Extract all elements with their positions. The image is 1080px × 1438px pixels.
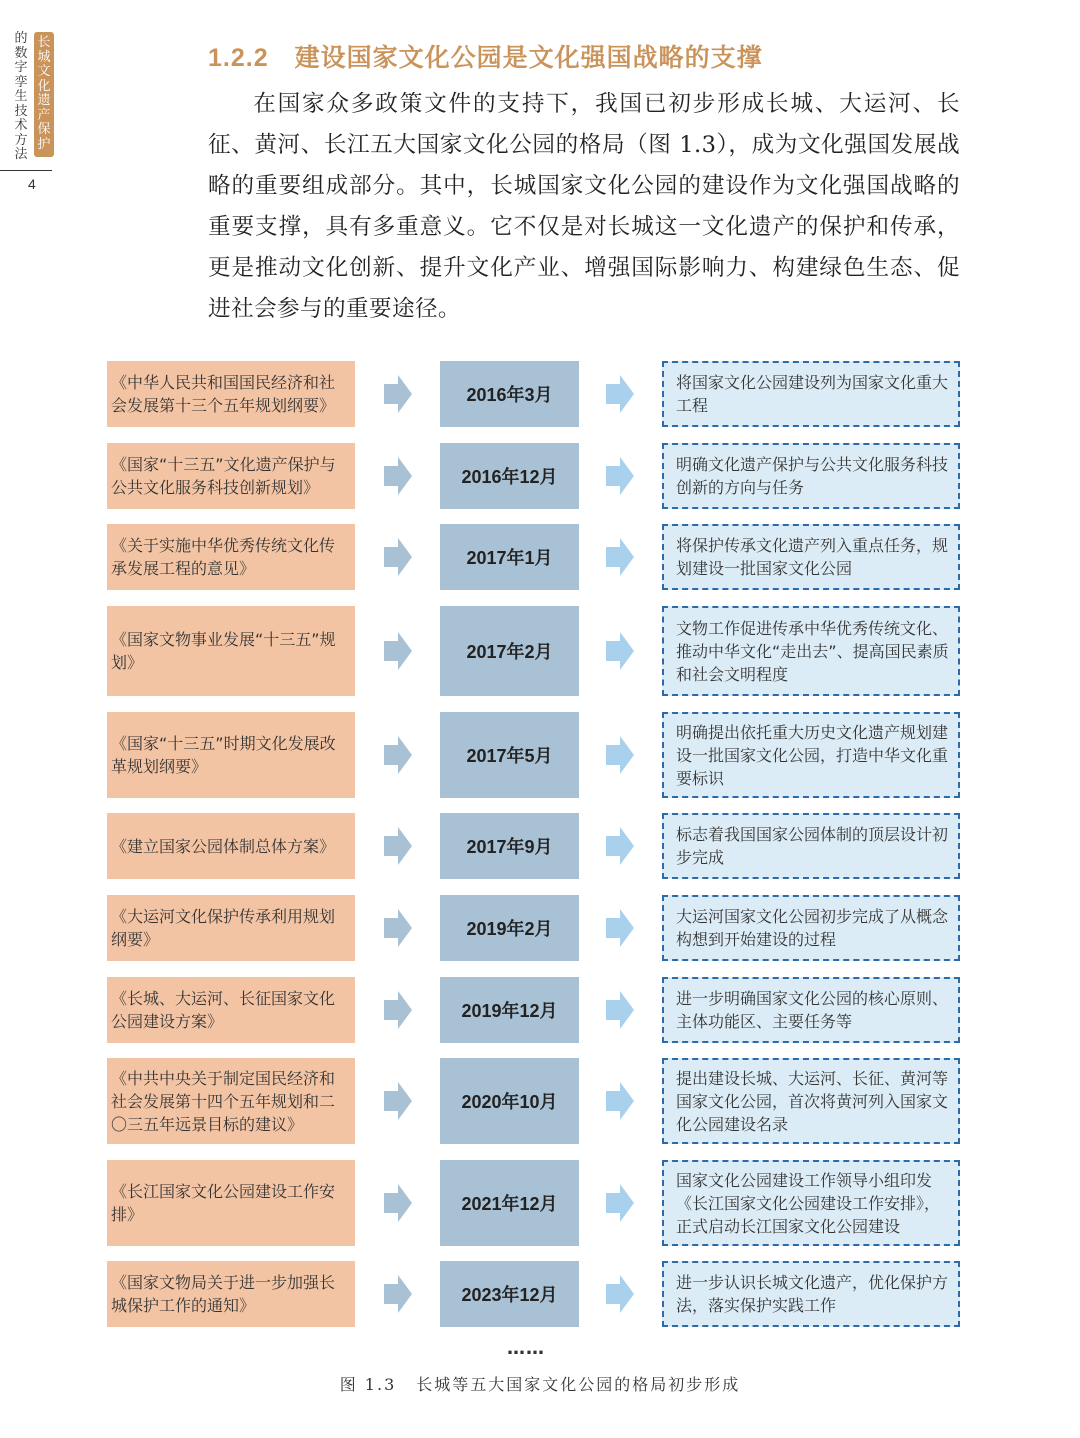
timeline-row	[107, 524, 960, 590]
arrow-right-icon	[384, 457, 412, 495]
page-number: 4	[28, 176, 36, 192]
description-box: 国家文化公园建设工作领导小组印发《长江国家文化公园建设工作安排》，正式启动长江国家文化公园建设	[662, 1160, 960, 1246]
arrow-right-icon	[606, 1184, 634, 1222]
description-box: 进一步认识长城文化遗产，优化保护方法，落实保护实践工作	[662, 1261, 960, 1327]
date-box: 2017年5月	[440, 712, 579, 798]
description-box: 将保护传承文化遗产列入重点任务，规划建设一批国家文化公园	[662, 524, 960, 590]
description-box: 标志着我国国家公园体制的顶层设计初步完成	[662, 813, 960, 879]
timeline-row	[107, 1058, 960, 1144]
description-box: 将国家文化公园建设列为国家文化重大工程	[662, 361, 960, 427]
timeline-row	[107, 1261, 960, 1327]
arrow-right-icon	[606, 736, 634, 774]
policy-document-box: 《建立国家公园体制总体方案》	[107, 813, 355, 879]
arrow-right-icon	[384, 736, 412, 774]
date-box: 2020年10月	[440, 1058, 579, 1144]
policy-document-box: 《国家文物局关于进一步加强长城保护工作的通知》	[107, 1261, 355, 1327]
policy-document-box: 《国家“十三五”时期文化发展改革规划纲要》	[107, 712, 355, 798]
policy-document-box: 《国家“十三五”文化遗产保护与公共文化服务科技创新规划》	[107, 443, 355, 509]
policy-document-box: 《长城、大运河、长征国家文化公园建设方案》	[107, 977, 355, 1043]
arrow-right-icon	[384, 1082, 412, 1120]
arrow-right-icon	[384, 375, 412, 413]
date-box: 2017年9月	[440, 813, 579, 879]
arrow-right-icon	[606, 909, 634, 947]
date-box: 2021年12月	[440, 1160, 579, 1246]
arrow-right-icon	[606, 827, 634, 865]
policy-document-box: 《大运河文化保护传承利用规划纲要》	[107, 895, 355, 961]
timeline-row	[107, 606, 960, 696]
running-header-title: 的数字孪生技术方法	[14, 31, 28, 162]
arrow-right-icon	[606, 1082, 634, 1120]
arrow-right-icon	[384, 991, 412, 1029]
description-box: 进一步明确国家文化公园的核心原则、主体功能区、主要任务等	[662, 977, 960, 1043]
timeline-row	[107, 712, 960, 798]
arrow-right-icon	[606, 538, 634, 576]
timeline-row	[107, 895, 960, 961]
section-title: 建设国家文化公园是文化强国战略的支撑	[294, 43, 763, 72]
policy-document-box: 《关于实施中华优秀传统文化传承发展工程的意见》	[107, 524, 355, 590]
date-box: 2019年12月	[440, 977, 579, 1043]
date-box: 2023年12月	[440, 1261, 579, 1327]
running-header-series: 长城文化遗产保护	[34, 32, 54, 157]
running-header-rule	[0, 170, 52, 171]
timeline-row	[107, 1160, 960, 1246]
date-box: 2019年2月	[440, 895, 579, 961]
figure-caption	[0, 1372, 1080, 1395]
policy-document-box: 《中华人民共和国国民经济和社会发展第十三个五年规划纲要》	[107, 361, 355, 427]
arrow-right-icon	[384, 1184, 412, 1222]
section-number: 1.2.2	[208, 44, 269, 72]
timeline-ellipsis: ……	[507, 1338, 545, 1359]
policy-document-box: 《国家文物事业发展“十三五”规划》	[107, 606, 355, 696]
arrow-right-icon	[606, 1275, 634, 1313]
timeline-row	[107, 443, 960, 509]
date-box: 2017年1月	[440, 524, 579, 590]
figure-number: 图 1.3	[339, 1375, 397, 1394]
description-box: 提出建设长城、大运河、长征、黄河等国家文化公园，首次将黄河列入国家文化公园建设名录	[662, 1058, 960, 1144]
description-box: 明确文化遗产保护与公共文化服务科技创新的方向与任务	[662, 443, 960, 509]
arrow-right-icon	[606, 991, 634, 1029]
figure-caption-text: 长城等五大国家文化公园的格局初步形成	[416, 1375, 741, 1394]
arrow-right-icon	[384, 538, 412, 576]
policy-document-box: 《中共中央关于制定国民经济和社会发展第十四个五年规划和二〇三五年远景目标的建议》	[107, 1058, 355, 1144]
timeline-row	[107, 977, 960, 1043]
description-box: 大运河国家文化公园初步完成了从概念构想到开始建设的过程	[662, 895, 960, 961]
arrow-right-icon	[384, 632, 412, 670]
arrow-right-icon	[384, 909, 412, 947]
section-heading	[208, 38, 763, 74]
policy-document-box: 《长江国家文化公园建设工作安排》	[107, 1160, 355, 1246]
description-box: 明确提出依托重大历史文化遗产规划建设一批国家文化公园，打造中华文化重要标识	[662, 712, 960, 798]
body-paragraph: 在国家众多政策文件的支持下，我国已初步形成长城、大运河、长征、黄河、长江五大国家文化公园的格局（图 1.3），成为文化强国发展战略的重要组成部分。其中，长城国家文化公园的建设作为文化强国战略的重要支撑，具有多重意义。它不仅是对长城这一文化遗产的保护和传承，更是推动文化创新、提升文化产业、增强国际影响力、构建绿色生态、促进社会参与的重要途径。	[208, 91, 960, 322]
date-box: 2017年2月	[440, 606, 579, 696]
timeline-row	[107, 361, 960, 427]
arrow-right-icon	[606, 457, 634, 495]
date-box: 2016年12月	[440, 443, 579, 509]
date-box: 2016年3月	[440, 361, 579, 427]
arrow-right-icon	[606, 632, 634, 670]
arrow-right-icon	[606, 375, 634, 413]
arrow-right-icon	[384, 827, 412, 865]
timeline-row	[107, 813, 960, 879]
arrow-right-icon	[384, 1275, 412, 1313]
description-box: 文物工作促进传承中华优秀传统文化、推动中华文化“走出去”、提高国民素质和社会文明程度	[662, 606, 960, 696]
